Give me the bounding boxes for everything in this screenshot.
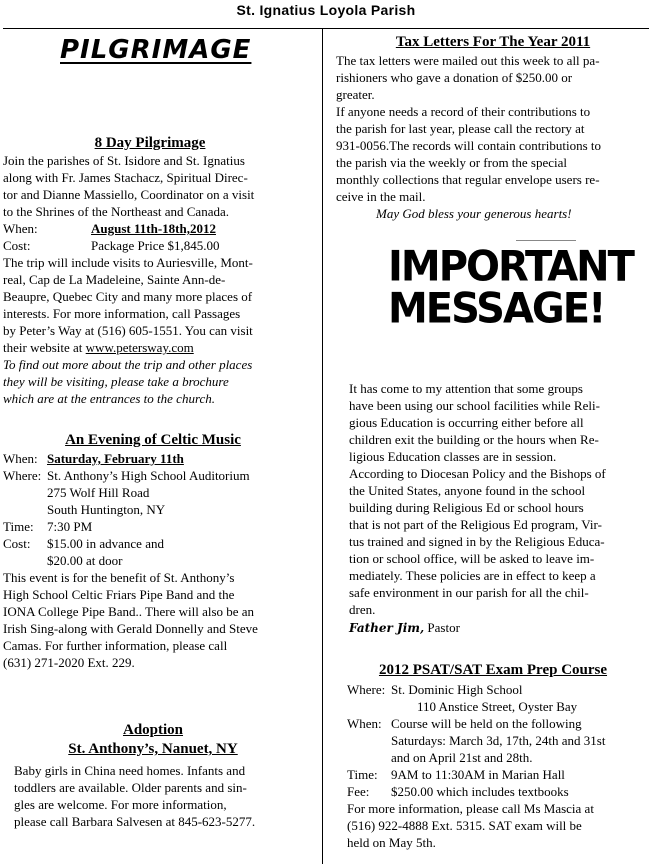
time-label: Time: <box>3 519 34 534</box>
adoption-body <box>14 762 255 830</box>
text-line: IONA College Pipe Band.. There will also be an <box>3 604 255 619</box>
text-line: building during Religious Ed or school hours <box>349 500 584 515</box>
text-line: For more information, please call Ms Mascia at <box>347 801 594 816</box>
celtic-cost <box>3 535 258 552</box>
website-line <box>3 339 254 356</box>
pastor-signature: Father Jim, <box>349 621 425 635</box>
text-line: (516) 922-4888 Ext. 5315. SAT exam will be <box>347 818 582 833</box>
text-line: safe environment in our parish for all the chil- <box>349 585 589 600</box>
text-line: mediately. These policies are in effect to keep a <box>349 568 596 583</box>
when-label: When: <box>3 221 38 236</box>
website-link[interactable]: www.petersway.com <box>85 340 194 355</box>
cost-value: Package Price $1,845.00 <box>91 238 220 253</box>
text-line: rishioners who gave a donation of $250.00 or <box>336 70 573 85</box>
psat-time <box>347 766 605 783</box>
column-divider <box>322 29 323 864</box>
time-value: 9AM to 11:30AM in Marian Hall <box>391 767 565 782</box>
text-line: tor and Dianne Massiello, Coordinator on a visit <box>3 187 255 202</box>
text-line: The trip will include visits to Auriesville, Mont- <box>3 255 253 270</box>
pilgrimage-cost <box>3 237 254 254</box>
where-value: St. Anthony’s High School Auditorium <box>47 468 250 483</box>
time-label: Time: <box>347 767 378 782</box>
text-line: monthly collections that regular envelope users re- <box>336 172 600 187</box>
website-prefix: their website at <box>3 340 86 355</box>
where-value: St. Dominic High School <box>391 682 523 697</box>
adoption-subheading: St. Anthony’s, Nanuet, NY <box>68 741 238 757</box>
text-line: please call Barbara Salvesen at 845-623-5277. <box>14 814 256 829</box>
important-line-1: IMPORTANT <box>388 242 633 292</box>
celtic-heading: An Evening of Celtic Music <box>65 432 241 448</box>
when-value: August 11th-18th,2012 <box>91 221 216 236</box>
text-line: Saturdays: March 3d, 17th, 24th and 31st <box>391 733 606 748</box>
text-line: If anyone needs a record of their contributions to <box>336 104 591 119</box>
psat-fee <box>347 783 605 800</box>
pastor-title: Pastor <box>424 620 460 635</box>
when-label: When: <box>347 716 382 731</box>
text-line: along with Fr. James Stachacz, Spiritual Direc- <box>3 170 248 185</box>
text-line: interests. For more information, call Passages <box>3 306 241 321</box>
text-line: gious Education is occurring either before all <box>349 415 584 430</box>
pilgrimage-when <box>3 220 254 237</box>
text-line: ceive in the mail. <box>336 189 426 204</box>
text-line: and on April 21st and 28th. <box>391 750 533 765</box>
tax-blessing: May God bless your generous hearts! <box>376 206 572 221</box>
time-value: 7:30 PM <box>47 519 93 534</box>
text-line: the United States, anyone found in the school <box>349 483 586 498</box>
psat-when <box>347 715 605 732</box>
parish-masthead: St. Ignatius Loyola Parish <box>236 2 416 18</box>
text-line: real, Cap de La Madeleine, Sainte Ann-de- <box>3 272 226 287</box>
masthead-rule <box>3 28 649 29</box>
text-line: Camas. For further information, please call <box>3 638 228 653</box>
text-line: Beaupre, Quebec City and many more places of <box>3 289 253 304</box>
text-line: According to Diocesan Policy and the Bishops of <box>349 466 606 481</box>
pilgrimage-intro <box>3 152 254 407</box>
text-line: This event is for the benefit of St. Anthony’s <box>3 570 235 585</box>
text-line: children exit the building or the hours when Re- <box>349 432 599 447</box>
text-line: have been using our school facilities while Reli- <box>349 398 600 413</box>
text-line: they will be visiting, please take a brochure <box>3 374 229 389</box>
celtic-where <box>3 467 258 484</box>
text-line: The tax letters were mailed out this week to all pa- <box>336 53 600 68</box>
text-line: that is not part of the Religious Ed program, Vir- <box>349 517 602 532</box>
decorative-rule <box>516 240 576 241</box>
text-line: It has come to my attention that some groups <box>349 381 583 396</box>
text-line: ligious Education classes are in session. <box>349 449 557 464</box>
celtic-time <box>3 518 258 535</box>
where-label: Where: <box>347 682 386 697</box>
when-label: When: <box>3 451 38 466</box>
important-body <box>349 380 606 637</box>
pilgrimage-banner: PILGRIMAGE <box>60 35 252 65</box>
cost-label: Cost: <box>3 536 31 551</box>
when-value: Saturday, February 11th <box>47 451 184 466</box>
text-line: tus trained and signed in by the Religious Educa- <box>349 534 605 549</box>
text-line: South Huntington, NY <box>47 502 166 517</box>
text-line: gles are welcome. For more information, <box>14 797 227 812</box>
tax-heading: Tax Letters For The Year 2011 <box>395 34 591 50</box>
important-line-2: MESSAGE! <box>388 284 605 334</box>
text-line: toddlers are available. Older parents and sin- <box>14 780 247 795</box>
text-line: To find out more about the trip and other places <box>3 357 253 372</box>
cost-value: $15.00 in advance and <box>47 536 164 551</box>
text-line: (631) 271-2020 Ext. 229. <box>3 655 135 670</box>
text-line: dren. <box>349 602 376 617</box>
text-line: held on May 5th. <box>347 835 436 850</box>
text-line: which are at the entrances to the church. <box>3 391 216 406</box>
text-line: greater. <box>336 87 375 102</box>
fee-value: $250.00 which includes textbooks <box>391 784 569 799</box>
text-line: to the Shrines of the Northeast and Canada. <box>3 204 229 219</box>
important-message-graphic <box>388 242 633 334</box>
text-line: tion or school office, will be asked to leave im- <box>349 551 595 566</box>
text-line: the parish via the weekly or from the special <box>336 155 568 170</box>
text-line: the parish for last year, please call the rectory at <box>336 121 585 136</box>
text-line: Join the parishes of St. Isidore and St. Ignatius <box>3 153 245 168</box>
text-line: by Peter’s Way at (516) 605-1551. You can visit <box>3 323 253 338</box>
psat-heading: 2012 PSAT/SAT Exam Prep Course <box>378 662 608 678</box>
text-line: 931-0056.The records will contain contributions to <box>336 138 602 153</box>
fee-label: Fee: <box>347 784 370 799</box>
celtic-when <box>3 450 258 467</box>
adoption-heading: Adoption <box>122 722 184 738</box>
text-line: Baby girls in China need homes. Infants and <box>14 763 246 778</box>
when-value: Course will be held on the following <box>391 716 582 731</box>
text-line: Irish Sing-along with Gerald Donnelly and Steve <box>3 621 258 636</box>
celtic-details <box>3 450 258 671</box>
where-label: Where: <box>3 468 42 483</box>
text-line: 110 Anstice Street, Oyster Bay <box>417 699 578 714</box>
psat-details <box>347 681 605 851</box>
text-line: High School Celtic Friars Pipe Band and the <box>3 587 235 602</box>
tax-body <box>336 52 601 222</box>
pilgrimage-heading: 8 Day Pilgrimage <box>94 135 206 151</box>
signature-line <box>349 619 606 637</box>
cost-label: Cost: <box>3 238 31 253</box>
psat-where <box>347 681 605 698</box>
text-line: $20.00 at door <box>47 553 123 568</box>
text-line: 275 Wolf Hill Road <box>47 485 150 500</box>
